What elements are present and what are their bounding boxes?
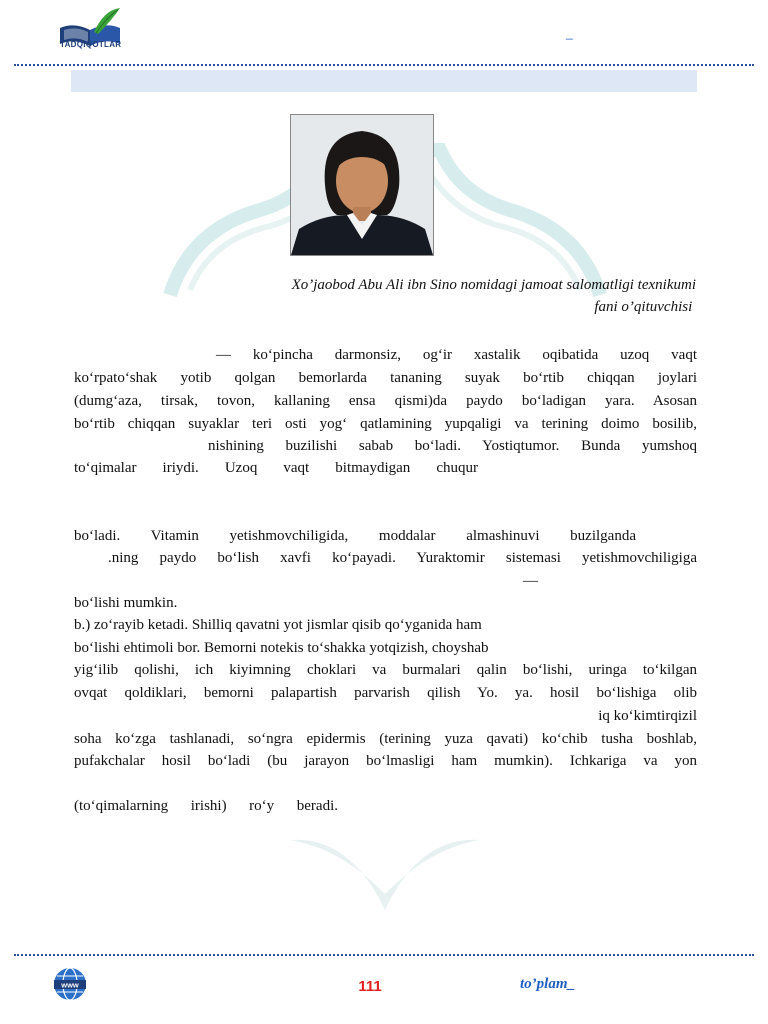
svg-text:www: www [61,980,79,990]
body-line: soha ko‘zga tashlanadi, so‘ngra epidermis (terining yuza qavati) ko‘chib tusha boshlab, [74,731,697,747]
body-line: (dumg‘aza, tirsak, tovon, kallaning ensa qismi)da paydo bo‘ladigan yara. Asosan [74,393,697,409]
body-line: pufakchalar hosil bo‘ladi (bu jarayon bo‘lmasligi ham mumkin). Ichkariga va yon [74,753,697,769]
decorative-ornament-bottom [290,834,480,914]
body-line: ko‘rpato‘shak yotib qolgan bemorlarda tananing suyak bo‘rtib chiqqan joylari [74,370,697,386]
header-divider [14,64,754,66]
author-photo [290,114,434,256]
body-line: .ning paydo bo‘lish xavfi ko‘payadi. Yuraktomir sistemasi yetishmovchiligiga [108,550,697,566]
body-line: bo‘rtib chiqqan suyaklar teri osti yog‘ qatlamining yupqaligi va terining doimo bosilib, [74,416,697,432]
body-line: bo‘lishi ehtimoli bor. Bemorni notekis to‘shakka yotqizish, choyshab [74,640,489,656]
header-band [71,70,697,92]
body-line: b.) zo‘rayib ketadi. Shilliq qavatni yot jismlar qisib qo‘yganida ham [74,617,482,633]
page-number: 111 [358,978,382,995]
body-line: bo‘lishi mumkin. [74,595,178,611]
body-line: iq ko‘kimtirqizil [598,708,697,724]
body-line: — [523,573,538,589]
logo-text: TADQIQOTLAR [60,40,122,49]
body-line: nishining buzilishi sabab bo‘ladi. Yostiqtumor. Bunda yumshoq [208,438,697,454]
footer-collection-label: to’plam_ [520,976,575,992]
body-line: ovqat qoldiklari, bemorni palapartish parvarish qilish Yo. ya. hosil bo‘lishiga olib [74,685,697,701]
header-right-mark: _ [566,26,573,40]
www-globe-icon [52,966,88,1002]
author-caption-line1: Xo’jaobod Abu Ali ibn Sino nomidagi jamoat salomatligi texnikumi [291,277,696,293]
body-line: bo‘ladi. Vitamin yetishmovchiligida, moddalar almashinuvi buzilganda [74,528,636,544]
author-caption-line2: fani o’qituvchisi [594,299,693,315]
body-line: (to‘qimalarning irishi) ro‘y beradi. [74,798,338,814]
footer-divider [14,954,754,956]
body-line: — ko‘pincha darmonsiz, og‘ir xastalik oqibatida uzoq vaqt [216,347,697,363]
body-line: yig‘ilib qolishi, ich kiyimning choklari va burmalari qalin bo‘lishi, uringa to‘kilgan [74,662,697,678]
body-line: to‘qimalar iriydi. Uzoq vaqt bitmaydigan chuqur [74,460,478,476]
